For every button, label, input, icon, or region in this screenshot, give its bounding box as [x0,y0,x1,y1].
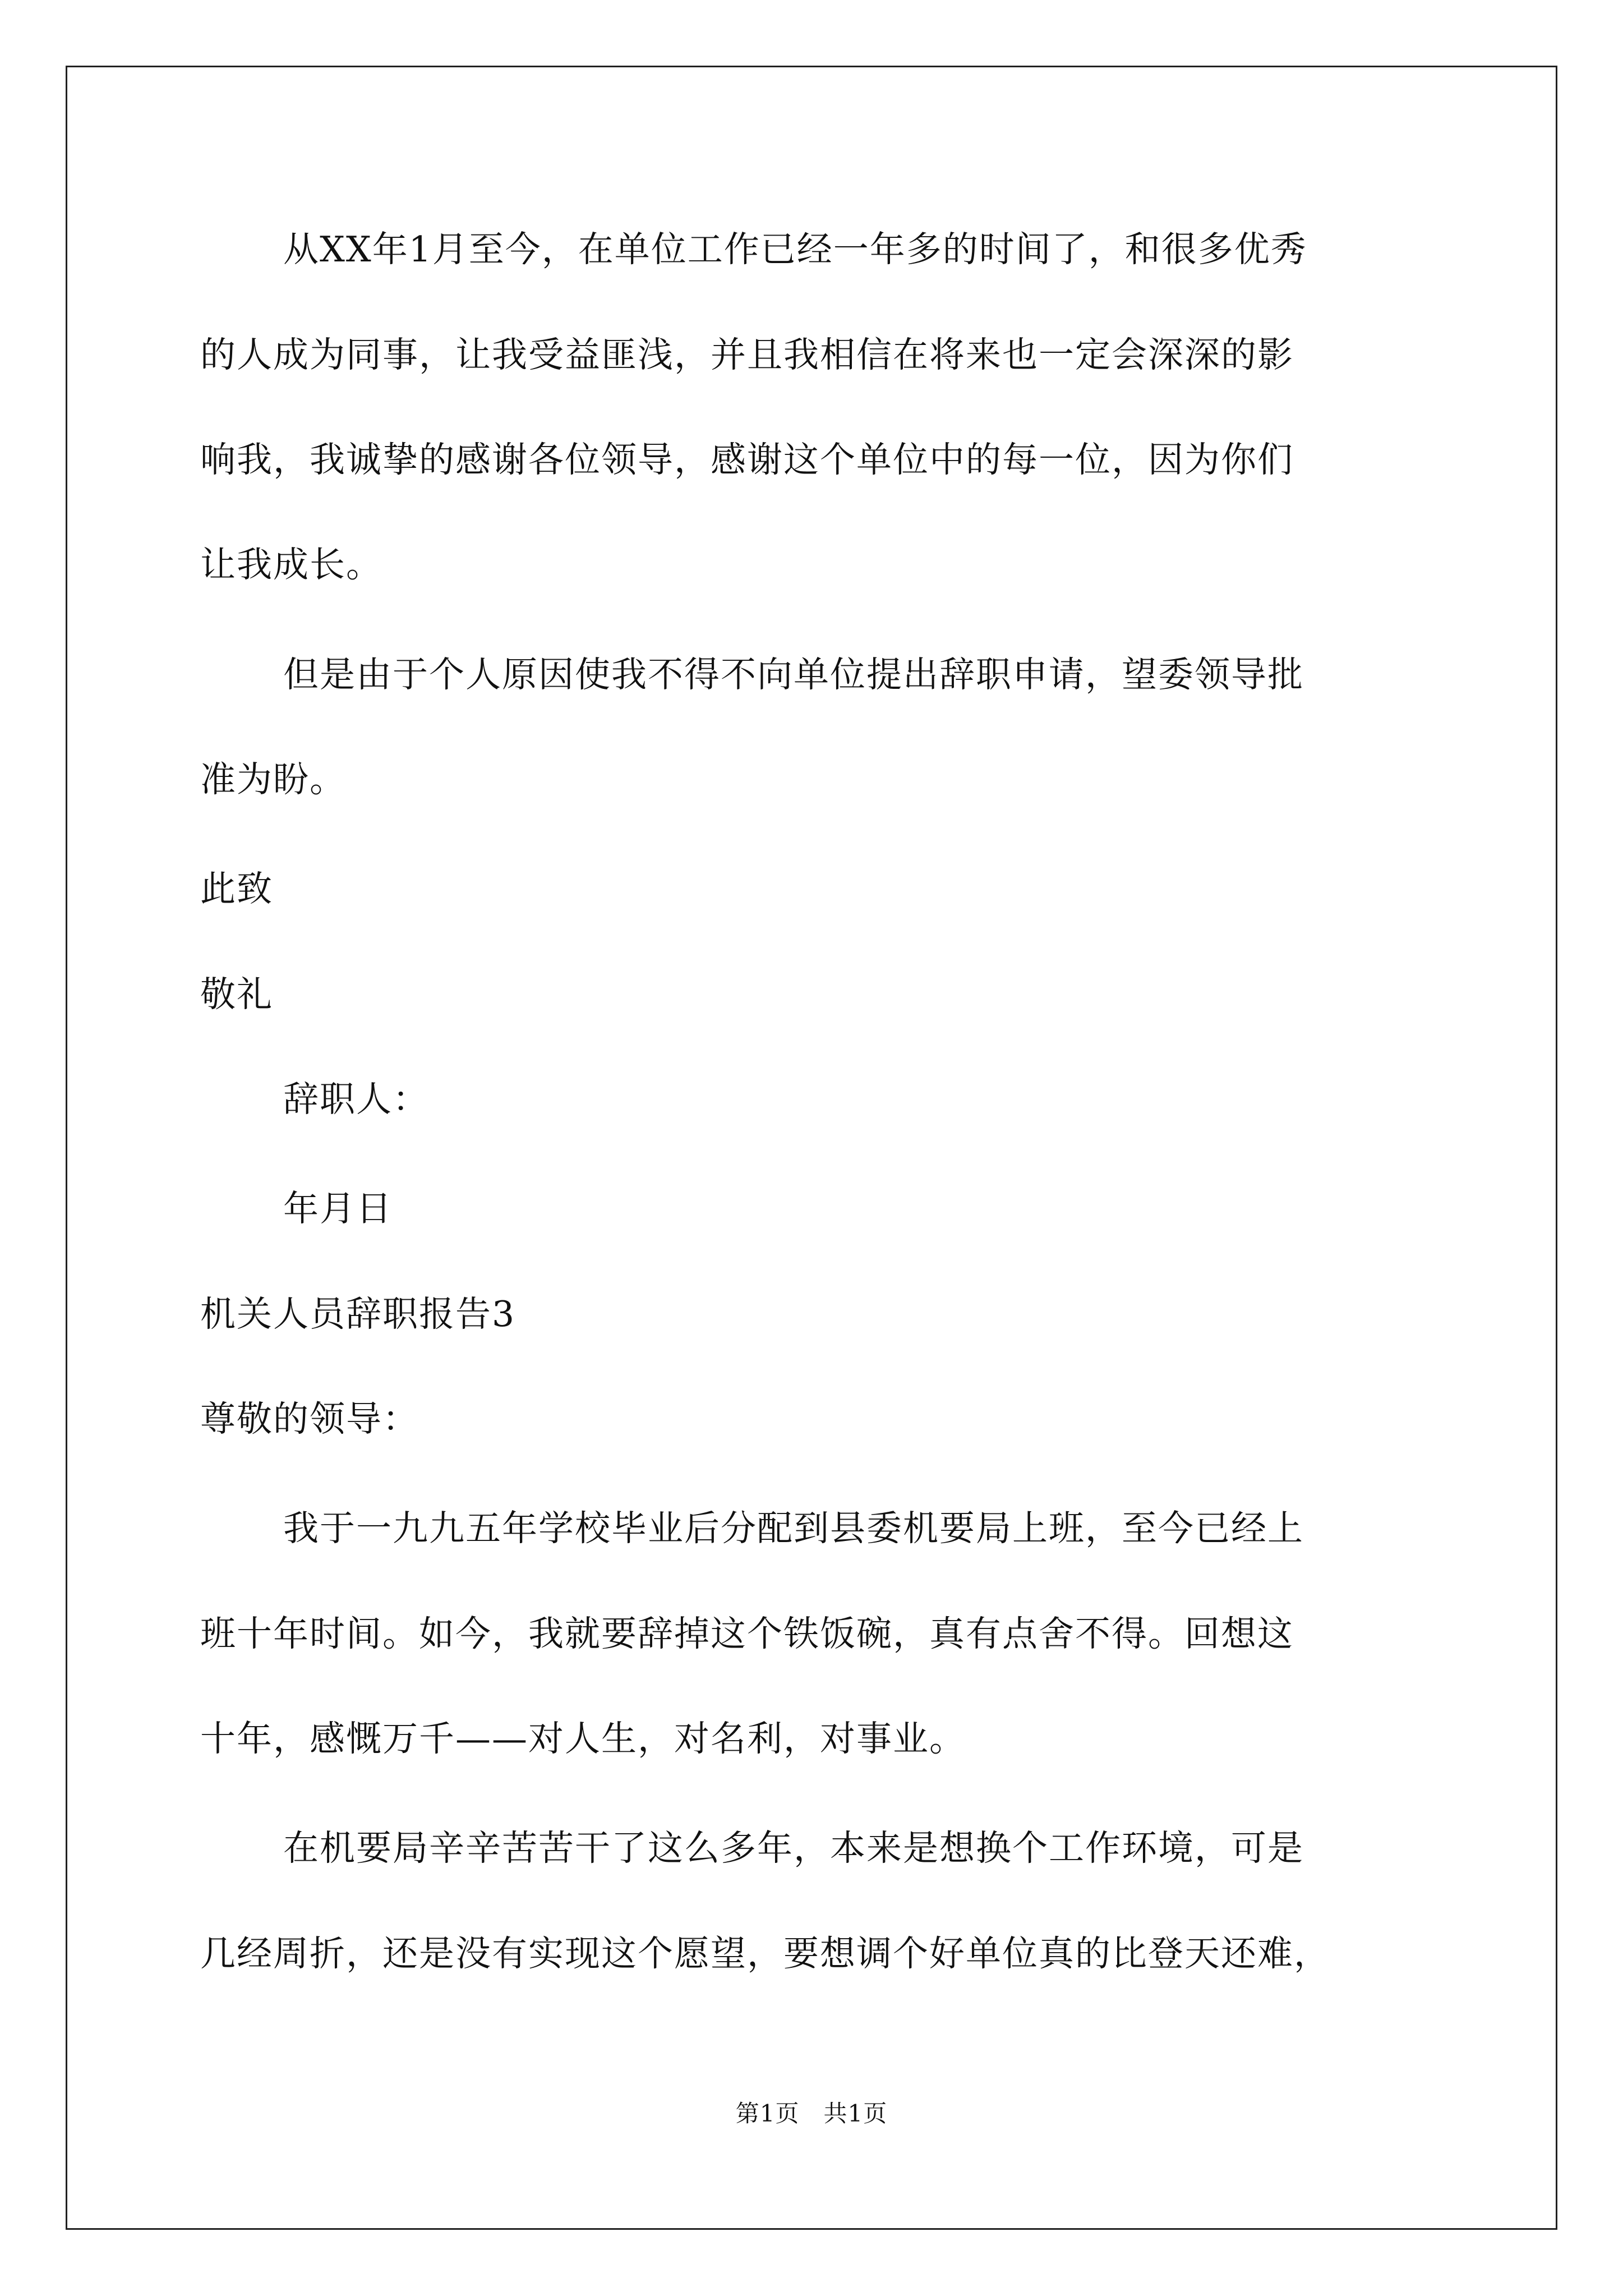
paragraph-line: 响我，我诚挚的感谢各位领导，感谢这个单位中的每一位，因为你们 [200,439,1294,480]
closing-salutation: 此致 [200,868,273,909]
greeting: 尊敬的领导： [200,1398,419,1439]
paragraph-line: 但是由于个人原因使我不得不向单位提出辞职申请，望委领导批 [283,654,1304,695]
paragraph-line: 让我成长。 [200,544,382,585]
page-number: 第1页 共1页 [735,2100,888,2127]
paragraph-line: 准为盼。 [200,759,346,800]
paragraph-line: 我于一九九五年学校毕业后分配到县委机要局上班，至今已经上 [283,1508,1304,1549]
paragraph-line: 十年，感慨万千——对人生，对名利，对事业。 [200,1718,966,1759]
signature-label: 辞职人： [283,1079,429,1120]
closing-regards: 敬礼 [200,974,273,1015]
section-title: 机关人员辞职报告3 [200,1294,516,1335]
paragraph-line: 班十年时间。如今，我就要辞掉这个铁饭碗，真有点舍不得。回想这 [200,1613,1294,1654]
date-label: 年月日 [283,1188,393,1229]
page-frame [66,66,1557,2230]
paragraph-line: 在机要局辛辛苦苦干了这么多年，本来是想换个工作环境，可是 [283,1828,1304,1869]
paragraph-line: 的人成为同事，让我受益匪浅，并且我相信在将来也一定会深深的影 [200,334,1294,375]
paragraph-line: 几经周折，还是没有实现这个愿望，要想调个好单位真的比登天还难， [200,1933,1330,1974]
paragraph-line: 从XX年1月至今，在单位工作已经一年多的时间了，和很多优秀 [283,229,1307,270]
